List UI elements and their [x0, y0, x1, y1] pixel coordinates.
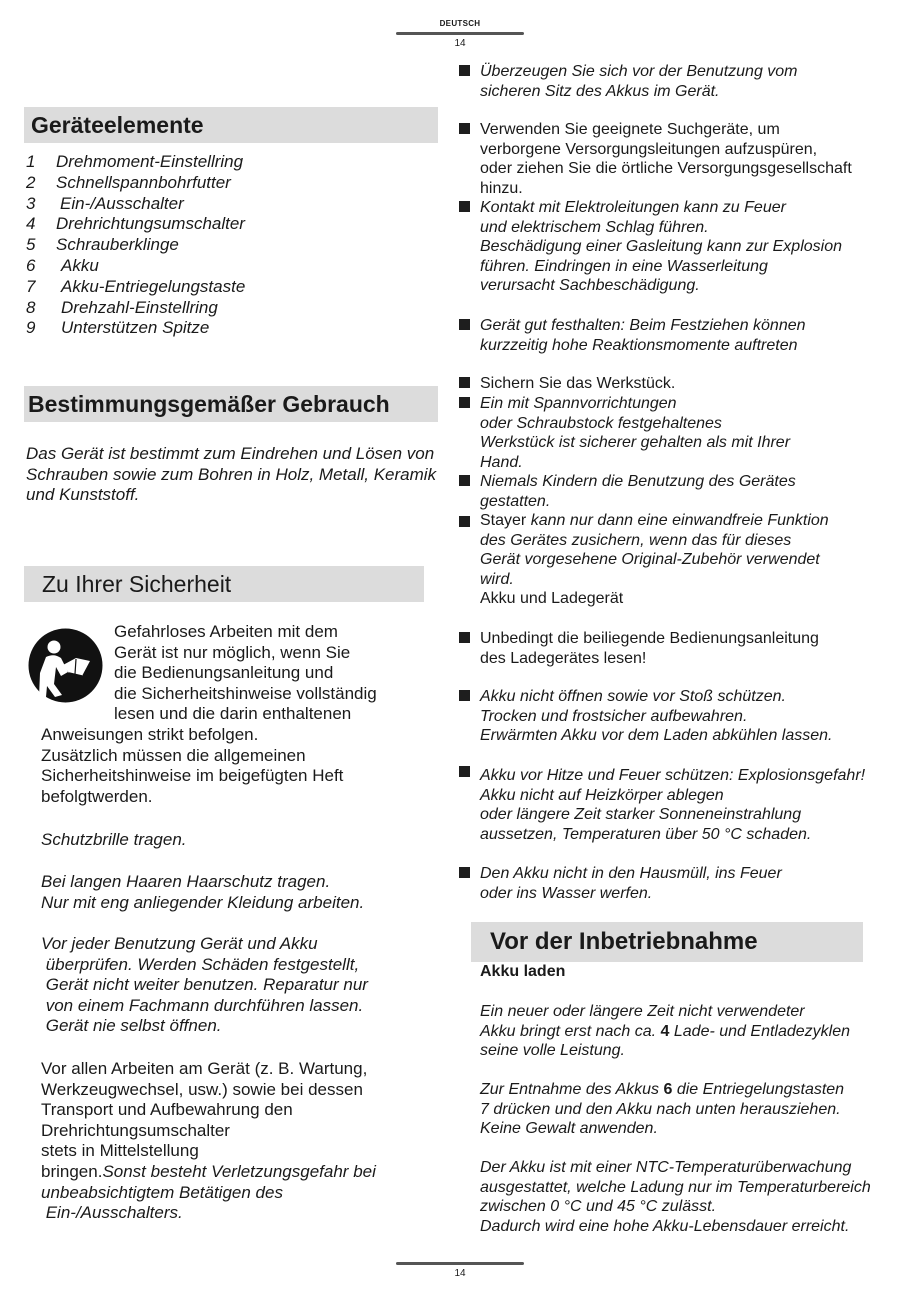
item-number: 8 [26, 297, 36, 317]
safety-work-italic: Sonst besteht Verletzungsgefahr bei unbeabsichtigtem Betätigen des Ein-/Ausschalters. [41, 1161, 376, 1223]
startup-paragraph-2 [480, 1080, 910, 1139]
section-band-safety [24, 566, 424, 602]
read-manual-icon [28, 628, 103, 703]
bullet-text [480, 511, 914, 609]
safety-check: Vor jeder Benutzung Gerät und Akku überprüfen. Werden Schäden festgestellt, Gerät nicht weiter benutzen. Reparatur nur von einem Fachmann durchführen lassen. Gerät nie selbst öffnen. [41, 934, 368, 1036]
safety-intro [114, 622, 434, 725]
text-part: die Entriegelungstasten 7 drücken und den Akku nach unten herausziehen. Keine Gewalt anwenden. [480, 1081, 845, 1137]
bullet-open [459, 687, 914, 746]
bullet-text: Verwenden Sie geeignete Suchgeräte, um verborgene Versorgungsleitungen aufzuspüren, oder ziehen Sie die örtliche Versorgungsgesellschaft hinzu. [480, 121, 852, 197]
bullet-square-icon [459, 319, 470, 330]
item-number: 4 [26, 214, 36, 234]
safety-intro-line: die Bedienungsanleitung und [114, 663, 334, 683]
header-rule [396, 32, 524, 35]
safety-glasses: Schutzbrille tragen. [41, 830, 187, 849]
bullet-battery-seat [459, 62, 914, 101]
text-part-bold: 6 [663, 1081, 673, 1098]
bullet-text: Akku vor Hitze und Feuer schützen: Explosionsgefahr! Akku nicht auf Heizkörper ablegen oder längere Zeit starker Sonneneinstrahlung aussetzen, Temperaturen über 50 °C schaden. [480, 767, 866, 843]
bullet-hold [459, 316, 914, 355]
bullet-square-icon [459, 690, 470, 701]
item-number: 5 [26, 235, 36, 255]
item-label: Drehmoment-Einstellring [56, 152, 244, 171]
list-item [26, 214, 426, 235]
item-label: Unterstützen Spitze [61, 318, 210, 338]
elements-list [26, 152, 426, 339]
bullet-text-italic: kann nur dann eine einwandfreie Funktion des Gerätes zusichern, wenn das für dieses Gerät vorgesehene Original-Zubehör verwendet wird. [480, 512, 829, 588]
bullet-square-icon [459, 201, 470, 212]
bullet-secure [459, 374, 914, 394]
intended-use-text: Das Gerät ist bestimmt zum Eindrehen und Lösen von Schrauben sowie zum Bohren in Holz, Metall, Keramik und Kunststoff. [26, 444, 437, 505]
item-number: 3 [26, 193, 36, 213]
safety-intro-line: die Sicherheitshinweise vollständig [114, 683, 377, 703]
bullet-charger [459, 629, 914, 668]
bullet-children [459, 472, 914, 511]
safety-intro-rest: Anweisungen strikt befolgen. Zusätzlich müssen die allgemeinen Sicherheitshinweise im beigefügten Heft befolgtwerden. [41, 725, 344, 806]
bullet-text: Den Akku nicht in den Hausmüll, ins Feuer oder ins Wasser werfen. [480, 865, 782, 902]
safety-intro-line: Gerät ist nur möglich, wenn Sie [114, 642, 351, 662]
item-label: Schrauberklinge [56, 235, 179, 255]
bullet-clamp [459, 394, 914, 472]
item-number: 6 [26, 255, 36, 275]
bullet-text: Unbedingt die beiliegende Bedienungsanleitung des Ladegerätes lesen! [480, 630, 819, 667]
bullet-text: Akku nicht öffnen sowie vor Stoß schützen. Trocken und frostsicher aufbewahren. Erwärmten Akku vor dem Laden abkühlen lassen. [480, 688, 833, 744]
startup-paragraph-3: Der Akku ist mit einer NTC-Temperaturüberwachung ausgestattet, welche Ladung nur im Temperaturbereich zwischen 0 °C und 45 °C zulässt. Dadurch wird eine hohe Akku-Lebensdauer erreicht. [480, 1159, 871, 1235]
list-item [26, 152, 426, 173]
list-item [26, 277, 426, 298]
bullet-detectors [459, 120, 914, 198]
list-item [26, 298, 426, 319]
safety-work-normal: Vor allen Arbeiten am Gerät (z. B. Wartung, Werkzeugwechsel, usw.) sowie bei dessen Transport und Aufbewahrung den Drehrichtungsumschalter stets in Mittelstellung bringen. [41, 1059, 368, 1181]
safety-hair: Bei langen Haaren Haarschutz tragen. Nur mit eng anliegender Kleidung arbeiten. [41, 872, 365, 912]
item-label: Akku [61, 255, 99, 275]
startup-subtitle: Akku laden [480, 963, 566, 980]
item-label: Drehzahl-Einstellring [61, 297, 218, 317]
bullet-square-icon [459, 475, 470, 486]
safety-work [41, 1059, 436, 1224]
text-part-bold: 4 [660, 1022, 670, 1040]
bullet-stayer [459, 511, 914, 609]
footer-page-number: 14 [454, 1268, 466, 1279]
item-number: 9 [26, 318, 36, 338]
bullet-text-normal: Akku und Ladegerät [480, 590, 624, 607]
bullet-square-icon [459, 867, 470, 878]
bullet-heat [459, 766, 914, 844]
footer-rule [396, 1262, 524, 1265]
section-title-safety: Zu Ihrer Sicherheit [42, 571, 232, 597]
list-item [26, 256, 426, 277]
list-item [26, 194, 426, 215]
item-label: Schnellspannbohrfutter [56, 172, 231, 192]
item-number: 7 [26, 276, 36, 296]
list-item [26, 173, 426, 194]
section-title-startup: Vor der Inbetriebnahme [490, 928, 758, 955]
text-part: Zur Entnahme des Akkus [480, 1081, 664, 1098]
bullet-waste [459, 864, 914, 903]
section-title-elements: Geräteelemente [31, 112, 204, 138]
item-label: Ein-/Ausschalter [60, 193, 184, 213]
startup-paragraph-1 [480, 1002, 910, 1061]
list-item [26, 235, 426, 256]
bullet-text: Gerät gut festhalten: Beim Festziehen können kurzzeitig hohe Reaktionsmomente auftreten [480, 317, 806, 354]
item-number: 2 [26, 172, 36, 192]
bullet-square-icon [459, 123, 470, 134]
section-band-elements [24, 107, 438, 143]
bullet-text: Ein mit Spannvorrichtungen oder Schraubstock festgehaltenes Werkstück ist sicherer gehalten als mit Ihrer Hand. [480, 395, 791, 471]
section-title-intended-use: Bestimmungsgemäßer Gebrauch [28, 391, 390, 417]
header-language: DEUTSCH [439, 19, 481, 28]
safety-intro-line: Gefahrloses Arbeiten mit dem [114, 622, 338, 641]
brand-name: Stayer [480, 512, 527, 529]
list-item [26, 318, 426, 339]
text-part: Lade- und Entladezyklen seine volle Leistung. [480, 1022, 851, 1059]
bullet-text: Überzeugen Sie sich vor der Benutzung vom sicheren Sitz des Akkus im Gerät. [480, 63, 798, 100]
safety-intro-line: lesen und die darin enthaltenen [114, 704, 352, 724]
bullet-text: Kontakt mit Elektroleitungen kann zu Feuer und elektrischem Schlag führen. Beschädigung einer Gasleitung kann zur Explosion führen. Eindringen in eine Wasserleitung verursacht Sachbeschädigung. [480, 199, 843, 294]
item-number: 1 [26, 152, 36, 171]
section-band-intended-use [24, 386, 438, 422]
bullet-square-icon [459, 632, 470, 643]
bullet-square-icon [459, 397, 470, 408]
text-part: Ein neuer oder längere Zeit nicht verwendeter Akku bringt erst nach ca. [480, 1003, 805, 1040]
section-band-startup [471, 922, 863, 962]
header-page-number: 14 [454, 38, 466, 49]
bullet-square-icon [459, 377, 470, 388]
bullet-contact [459, 198, 914, 296]
item-label: Drehrichtungsumschalter [56, 214, 245, 234]
bullet-square-icon [459, 766, 470, 777]
bullet-square-icon [459, 516, 470, 527]
bullet-text: Sichern Sie das Werkstück. [480, 375, 676, 392]
bullet-text: Niemals Kindern die Benutzung des Gerätes gestatten. [480, 473, 796, 510]
item-label: Akku-Entriegelungstaste [61, 276, 246, 296]
bullet-square-icon [459, 65, 470, 76]
